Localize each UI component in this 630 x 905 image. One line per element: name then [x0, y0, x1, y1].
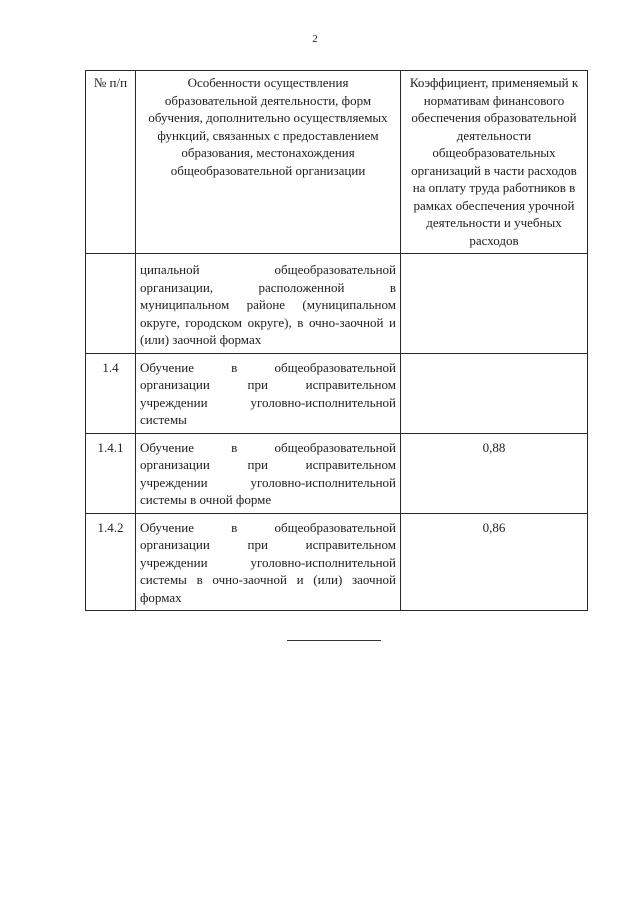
row-description: Обучение в общеобразовательной организации при исправительном учреждении уголовно-исполнительной системы в очной форме — [136, 433, 401, 513]
coefficient-table — [85, 70, 588, 611]
row-number: 1.4 — [86, 353, 136, 433]
table-row — [86, 353, 588, 433]
row-description: Обучение в общеобразовательной организации при исправительном учреждении уголовно-исполнительной системы — [136, 353, 401, 433]
row-number — [86, 254, 136, 354]
row-description: ципальной общеобразовательной организации, расположенной в муниципальном районе (муниципальном округе, городском округе), в очно-заочной и (или) заочной формах — [136, 254, 401, 354]
table-row — [86, 254, 588, 354]
header-features: Особенности осуществления образовательной деятельности, форм обучения, дополнительно осуществляемых функций, связанных с предоставлением образования, местонахождения общеобразовательной организации — [136, 71, 401, 254]
table-row — [86, 433, 588, 513]
row-description: Обучение в общеобразовательной организации при исправительном учреждении уголовно-исполнительной системы в очно-заочной и (или) заочной формах — [136, 513, 401, 611]
table-header-row — [86, 71, 588, 254]
row-coefficient — [401, 254, 588, 354]
end-of-document-rule — [287, 640, 381, 641]
table-row — [86, 513, 588, 611]
row-number: 1.4.2 — [86, 513, 136, 611]
row-number: 1.4.1 — [86, 433, 136, 513]
header-number: № п/п — [86, 71, 136, 254]
header-coefficient: Коэффициент, применяемый к нормативам финансового обеспечения образовательной деятельности общеобразовательных организаций в части расходов на оплату труда работников в рамках обеспечения урочной деятельности и учебных расходов — [401, 71, 588, 254]
row-coefficient: 0,86 — [401, 513, 588, 611]
row-coefficient — [401, 353, 588, 433]
row-coefficient: 0,88 — [401, 433, 588, 513]
page-number: 2 — [312, 33, 318, 45]
